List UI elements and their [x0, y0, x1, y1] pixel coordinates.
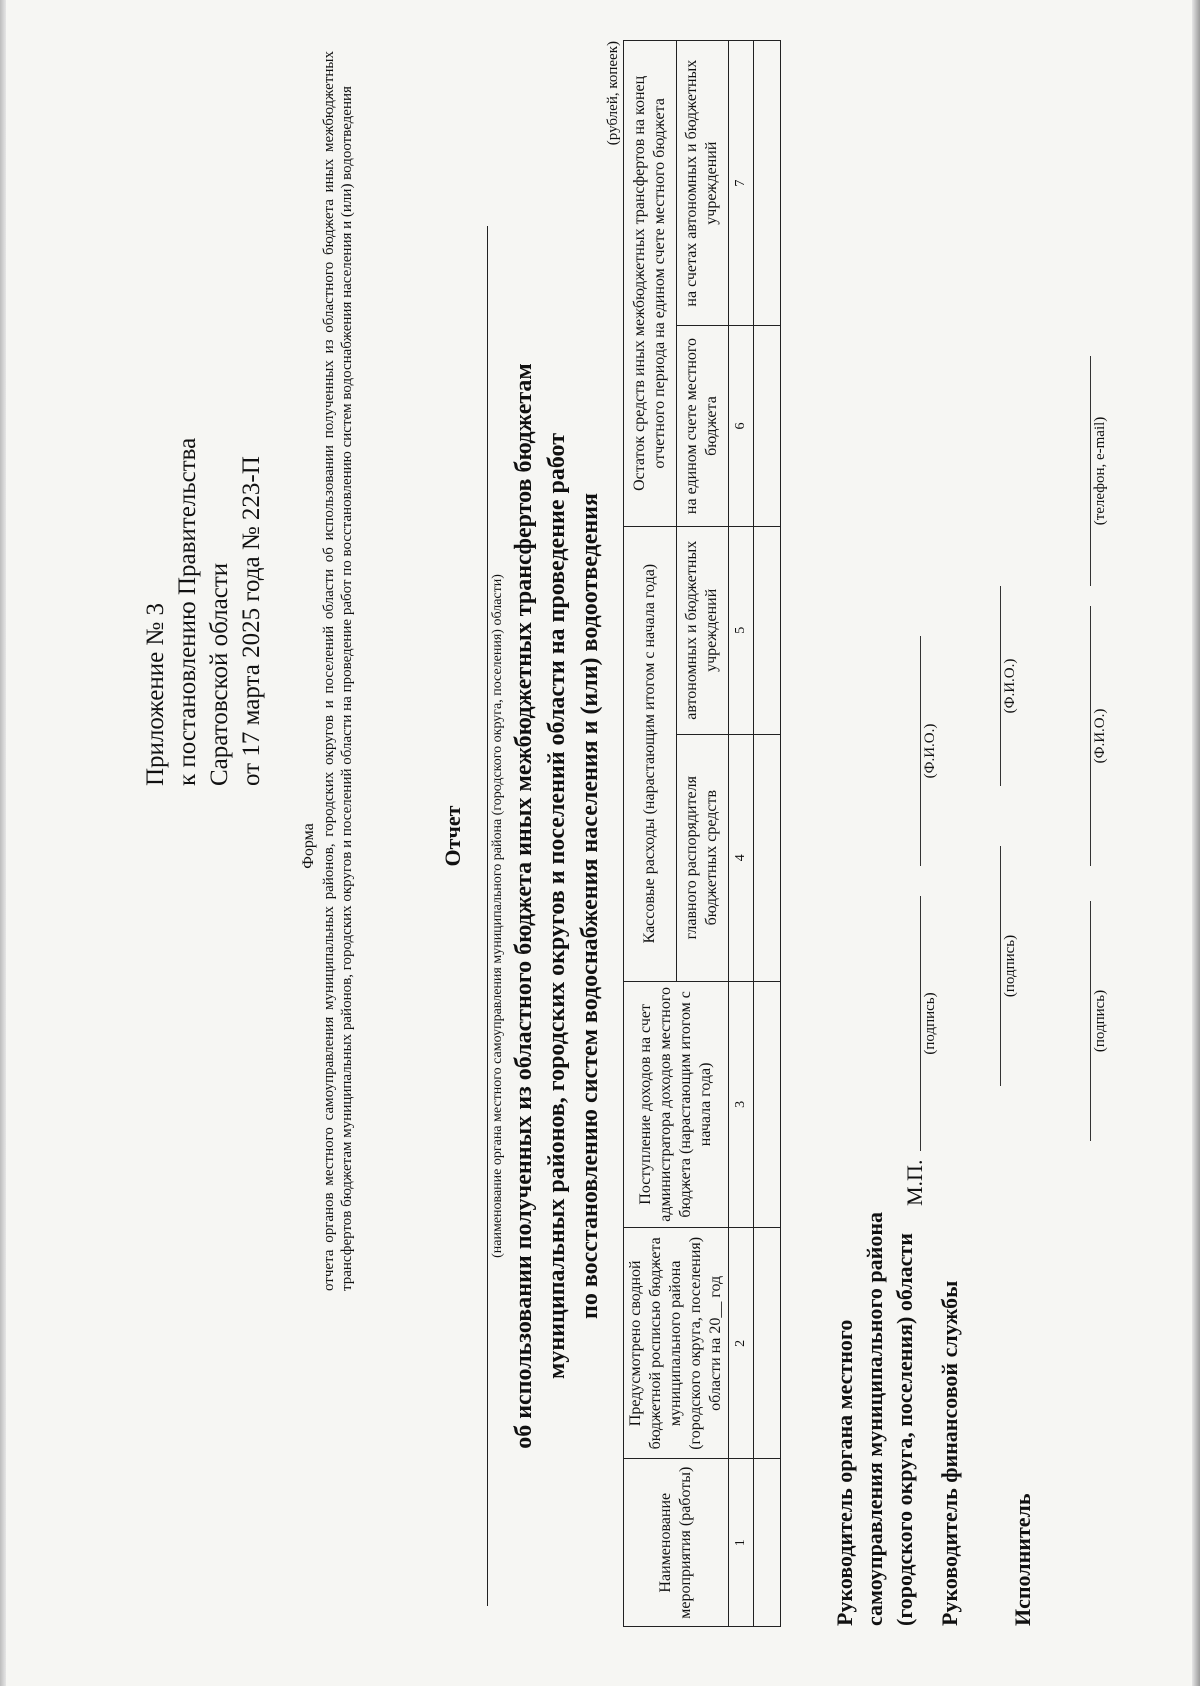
header-col-6: на едином счете местного бюджета	[676, 326, 729, 526]
document-title: Отчет	[440, 805, 465, 867]
col-number: 6	[729, 326, 754, 526]
col-number: 4	[729, 734, 754, 981]
header-col-2: Предусмотрено сводной бюджетной росписью бюджета муниципального района (городского округа, поселения) области на 20__ год	[624, 1228, 729, 1459]
finance-signature-caption: (подпись)	[1002, 934, 1018, 998]
header-col-4: главного распорядителя бюджетных средств	[676, 734, 729, 981]
head-signature-line[interactable]	[920, 896, 921, 1151]
header-col-1: Наименование мероприятия (работы)	[624, 1459, 729, 1627]
column-number-row	[729, 41, 754, 1627]
appendix-block	[140, 438, 268, 786]
col-number: 7	[729, 41, 754, 326]
col-number: 1	[729, 1459, 754, 1627]
finance-head-label: Руководитель финансовой службы	[937, 1280, 962, 1626]
finance-name-caption: (Ф.И.О.)	[1002, 658, 1018, 714]
empty-cell[interactable]	[754, 981, 781, 1228]
empty-cell[interactable]	[754, 734, 781, 981]
header-group-cash-expenses: Кассовые расходы (нарастающим итогом с начала года)	[624, 526, 677, 981]
table-header-row-1	[624, 41, 677, 1627]
head-of-administration-label	[830, 1212, 920, 1626]
report-subtitle-line-3: по восстановлению систем водоснабжения населения и (или) водоотведения	[577, 493, 603, 1319]
org-name-line	[487, 226, 488, 1606]
executor-contact-caption: (телефон, e-mail)	[1092, 416, 1108, 526]
form-label: Форма	[300, 823, 317, 869]
table-row	[754, 41, 781, 1627]
col-number: 3	[729, 981, 754, 1228]
executor-name-line[interactable]	[1090, 606, 1091, 866]
appendix-line-1: Приложение № 3	[142, 602, 169, 786]
executor-contact-line[interactable]	[1090, 356, 1091, 586]
executor-signature-line[interactable]	[1090, 901, 1091, 1141]
header-col-5: автономных и бюджетных учреждений	[676, 526, 729, 734]
head-line-1: Руководитель органа местного	[832, 1319, 857, 1626]
appendix-line-2: к постановлению Правительства	[174, 437, 201, 786]
report-subtitle-line-2: муниципальных районов, городских округов и поселений области на проведение работ	[544, 432, 570, 1380]
units-note: (рублей, копеек)	[605, 41, 621, 146]
header-col-7: на счетах автономных и бюджетных учреждений	[676, 41, 729, 326]
empty-cell[interactable]	[754, 1228, 781, 1459]
executor-label: Исполнитель	[1010, 1493, 1035, 1626]
head-signature-caption: (подпись)	[922, 992, 938, 1055]
col-number: 2	[729, 1228, 754, 1459]
empty-cell[interactable]	[754, 326, 781, 526]
form-description: отчета органов местного самоуправления муниципальных районов, городских округов и поселений области об использовании полученных из областного бюджета иных межбюджетных трансфертов бюджетам муниципальных районов, городских округов и поселений области на проведение работ по восстановлению систем водоснабжения населения и (или) водоотведения	[321, 51, 355, 1291]
report-subtitle	[508, 186, 607, 1626]
header-col-3: Поступление доходов на счет администратора доходов местного бюджета (нарастающим итогом с начала года)	[624, 981, 729, 1228]
header-group-balance: Остаток средств иных межбюджетных трансфертов на конец отчетного периода на едином счете местного бюджета	[624, 41, 677, 527]
empty-cell[interactable]	[754, 41, 781, 326]
report-subtitle-line-1: об использовании полученных из областного бюджета иных межбюджетных трансфертов бюджетам	[511, 363, 537, 1449]
finance-signature-line[interactable]	[1000, 846, 1001, 1086]
executor-signature-caption: (подпись)	[1092, 989, 1108, 1053]
stamp-place: М.П.	[902, 1159, 927, 1206]
appendix-line-3: Саратовской области	[206, 562, 233, 786]
head-line-3: (городского округа, поселения) области	[892, 1233, 917, 1626]
appendix-line-4: от 17 марта 2025 года № 223-П	[238, 456, 265, 786]
head-name-line[interactable]	[920, 636, 921, 866]
col-number: 5	[729, 526, 754, 734]
head-line-2: самоуправления муниципального района	[862, 1212, 887, 1626]
org-name-caption: (наименование органа местного самоуправления муниципального района (городского округа, поселения) области)	[490, 574, 505, 1258]
empty-cell[interactable]	[754, 1459, 781, 1627]
report-table	[623, 40, 781, 1627]
head-name-caption: (Ф.И.О.)	[922, 723, 938, 779]
empty-cell[interactable]	[754, 526, 781, 734]
finance-name-line[interactable]	[1000, 586, 1001, 786]
executor-name-caption: (Ф.И.О.)	[1092, 708, 1108, 764]
